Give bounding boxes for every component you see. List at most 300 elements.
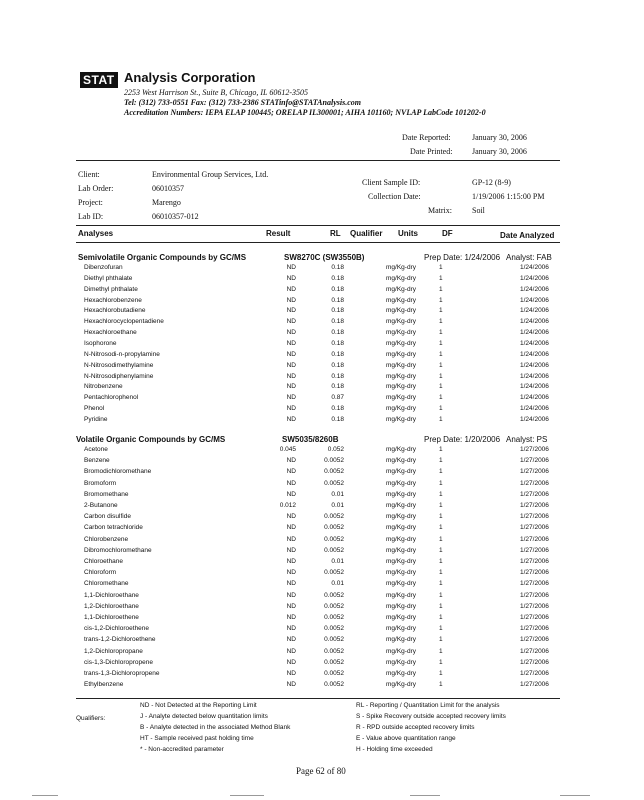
table-row xyxy=(76,405,576,415)
table-row xyxy=(76,318,576,328)
scan-mark xyxy=(32,795,58,796)
df-value: 1 xyxy=(439,479,443,487)
result-value: ND xyxy=(286,372,296,380)
date-analyzed-value: 1/27/2006 xyxy=(520,670,549,677)
df-value: 1 xyxy=(439,383,443,391)
collection-date-value: 1/19/2006 1:15:00 PM xyxy=(472,192,545,201)
matrix-value: Soil xyxy=(472,206,485,215)
table-row xyxy=(76,480,576,490)
page-number: Page 62 of 80 xyxy=(296,766,346,776)
rl-value: 0.18 xyxy=(331,307,344,315)
date-analyzed-value: 1/27/2006 xyxy=(520,614,549,621)
units-value: mg/Kg-dry xyxy=(386,513,416,521)
col-rl: RL xyxy=(330,229,341,238)
analyte-name: Ethylbenzene xyxy=(84,681,124,689)
df-value: 1 xyxy=(439,285,443,293)
analyte-name: Bromodichloromethane xyxy=(84,468,152,476)
table-row xyxy=(76,524,576,534)
result-value: ND xyxy=(286,636,296,644)
rl-value: 0.0052 xyxy=(324,625,344,633)
table-row xyxy=(76,351,576,361)
lab-id-label: Lab ID: xyxy=(78,212,104,221)
result-value: ND xyxy=(286,457,296,465)
df-value: 1 xyxy=(439,658,443,666)
analyte-name: Dimethyl phthalate xyxy=(84,285,138,293)
units-value: mg/Kg-dry xyxy=(386,405,416,413)
units-value: mg/Kg-dry xyxy=(386,296,416,304)
df-value: 1 xyxy=(439,513,443,521)
table-row xyxy=(76,569,576,579)
qualifiers-left-list xyxy=(140,702,290,757)
col-units: Units xyxy=(398,229,418,238)
units-value: mg/Kg-dry xyxy=(386,636,416,644)
col-result: Result xyxy=(266,229,291,238)
rl-value: 0.01 xyxy=(331,502,344,509)
table-row xyxy=(76,491,576,501)
table-row xyxy=(76,558,576,568)
df-value: 1 xyxy=(439,636,443,644)
df-value: 1 xyxy=(439,307,443,315)
result-value: ND xyxy=(286,350,296,358)
date-analyzed-value: 1/27/2006 xyxy=(520,580,549,588)
lab-order-value: 06010357 xyxy=(152,184,184,193)
result-value: ND xyxy=(286,558,296,565)
scan-mark xyxy=(410,795,440,796)
table-row xyxy=(76,681,576,691)
rl-value: 0.0052 xyxy=(324,658,344,666)
units-value: mg/Kg-dry xyxy=(386,546,416,554)
section-volatile-analyst: Analyst: PS xyxy=(506,435,548,444)
date-analyzed-value: 1/24/2006 xyxy=(520,296,549,304)
table-row xyxy=(76,592,576,602)
rl-value: 0.18 xyxy=(331,405,344,413)
date-analyzed-value: 1/24/2006 xyxy=(520,274,549,282)
table-row xyxy=(76,394,576,404)
df-value: 1 xyxy=(439,614,443,621)
qualifier-right-item: H - Holding time exceeded xyxy=(356,746,433,753)
df-value: 1 xyxy=(439,468,443,476)
df-value: 1 xyxy=(439,405,443,413)
divider-qualifiers xyxy=(76,698,560,699)
rl-value: 0.18 xyxy=(331,383,344,391)
rl-value: 0.87 xyxy=(331,394,344,402)
result-value: ND xyxy=(286,625,296,633)
date-analyzed-value: 1/27/2006 xyxy=(520,625,549,633)
date-analyzed-value: 1/24/2006 xyxy=(520,318,549,326)
result-value: ND xyxy=(286,274,296,282)
client-value: Environmental Group Services, Ltd. xyxy=(152,170,269,179)
df-value: 1 xyxy=(439,546,443,554)
rl-value: 0.18 xyxy=(331,350,344,358)
table-row xyxy=(76,373,576,383)
rl-value: 0.0052 xyxy=(324,479,344,487)
divider-columns xyxy=(76,242,560,243)
table-row xyxy=(76,636,576,646)
table-row xyxy=(76,614,576,624)
analyte-name: Bromoform xyxy=(84,479,117,487)
df-value: 1 xyxy=(439,524,443,532)
df-value: 1 xyxy=(439,274,443,282)
rl-value: 0.0052 xyxy=(324,681,344,689)
df-value: 1 xyxy=(439,264,443,271)
units-value: mg/Kg-dry xyxy=(386,625,416,633)
analyte-name: Phenol xyxy=(84,405,105,413)
date-analyzed-value: 1/27/2006 xyxy=(520,468,549,476)
date-analyzed-value: 1/24/2006 xyxy=(520,264,549,271)
rl-value: 0.18 xyxy=(331,372,344,380)
analyte-name: Hexachloroethane xyxy=(84,329,137,337)
rl-value: 0.0052 xyxy=(324,457,344,465)
date-printed-value: January 30, 2006 xyxy=(472,147,527,156)
rl-value: 0.01 xyxy=(331,558,344,565)
rl-value: 0.18 xyxy=(331,264,344,271)
matrix-label: Matrix: xyxy=(428,206,452,215)
result-value: 0.045 xyxy=(279,446,296,453)
rl-value: 0.18 xyxy=(331,274,344,282)
units-value: mg/Kg-dry xyxy=(386,307,416,315)
df-value: 1 xyxy=(439,350,443,358)
df-value: 1 xyxy=(439,329,443,337)
units-value: mg/Kg-dry xyxy=(386,580,416,588)
rl-value: 0.18 xyxy=(331,285,344,293)
date-analyzed-value: 1/24/2006 xyxy=(520,415,549,423)
result-value: ND xyxy=(286,681,296,689)
table-row xyxy=(76,286,576,296)
rl-value: 0.18 xyxy=(331,296,344,304)
company-logo: STAT xyxy=(80,72,118,88)
col-df: DF xyxy=(442,229,453,238)
df-value: 1 xyxy=(439,339,443,347)
divider-info xyxy=(76,225,560,226)
units-value: mg/Kg-dry xyxy=(386,285,416,293)
analyte-name: N-Nitrosodiphenylamine xyxy=(84,372,154,380)
section-semivolatile-title: Semivolatile Organic Compounds by GC/MS xyxy=(78,253,247,262)
df-value: 1 xyxy=(439,580,443,588)
date-analyzed-value: 1/27/2006 xyxy=(520,681,549,689)
analyte-name: cis-1,3-Dichloropropene xyxy=(84,658,154,666)
rl-value: 0.18 xyxy=(331,329,344,337)
section-semivolatile-method: SW8270C (SW3550B) xyxy=(284,253,365,262)
units-value: mg/Kg-dry xyxy=(386,457,416,465)
units-value: mg/Kg-dry xyxy=(386,361,416,369)
section-volatile-title: Volatile Organic Compounds by GC/MS xyxy=(76,435,226,444)
units-value: mg/Kg-dry xyxy=(386,479,416,487)
df-value: 1 xyxy=(439,569,443,577)
qualifier-left-item: ND - Not Detected at the Reporting Limit xyxy=(140,702,257,709)
section-semivolatile-analyst: Analyst: FAB xyxy=(506,253,552,262)
result-value: ND xyxy=(286,479,296,487)
analyte-name: Hexachlorobutadiene xyxy=(84,307,146,315)
date-analyzed-value: 1/27/2006 xyxy=(520,479,549,487)
df-value: 1 xyxy=(439,361,443,369)
rl-value: 0.0052 xyxy=(324,602,344,610)
analyte-name: N-Nitrosodi-n-propylamine xyxy=(84,350,160,358)
units-value: mg/Kg-dry xyxy=(386,670,416,677)
analyte-name: Chloromethane xyxy=(84,580,129,588)
analyte-name: trans-1,3-Dichloropropene xyxy=(84,670,160,677)
table-row xyxy=(76,547,576,557)
company-address: 2253 West Harrison St., Suite B, Chicago, IL 60612-3505 xyxy=(124,88,309,97)
units-value: mg/Kg-dry xyxy=(386,614,416,621)
table-row xyxy=(76,580,576,590)
analyte-name: 2-Butanone xyxy=(84,502,118,509)
table-row xyxy=(76,457,576,467)
result-value: ND xyxy=(286,415,296,423)
qualifier-right-item: E - Value above quantitation range xyxy=(356,735,456,742)
company-contact: Tel: (312) 733-0551 Fax: (312) 733-2386 STATinfo@STATAnalysis.com xyxy=(124,98,361,107)
result-value: ND xyxy=(286,468,296,476)
rl-value: 0.0052 xyxy=(324,591,344,599)
analyte-name: Carbon tetrachloride xyxy=(84,524,143,532)
df-value: 1 xyxy=(439,394,443,402)
rl-value: 0.0052 xyxy=(324,513,344,521)
col-analyses: Analyses xyxy=(78,229,114,238)
analyte-name: Hexachlorocyclopentadiene xyxy=(84,318,164,326)
units-value: mg/Kg-dry xyxy=(386,535,416,543)
result-value: ND xyxy=(286,591,296,599)
table-row xyxy=(76,536,576,546)
rl-value: 0.01 xyxy=(331,580,344,588)
qualifier-right-item: RL - Reporting / Quantitation Limit for the analysis xyxy=(356,702,500,709)
df-value: 1 xyxy=(439,490,443,498)
units-value: mg/Kg-dry xyxy=(386,558,416,565)
units-value: mg/Kg-dry xyxy=(386,681,416,689)
date-analyzed-value: 1/27/2006 xyxy=(520,647,549,655)
analyte-name: Acetone xyxy=(84,446,108,453)
accreditation-numbers: Accreditation Numbers: IEPA ELAP 100445; ORELAP IL300001; AIHA 101160; NVLAP LabCode 101202-0 xyxy=(124,108,486,117)
result-value: ND xyxy=(286,264,296,271)
units-value: mg/Kg-dry xyxy=(386,658,416,666)
date-analyzed-value: 1/24/2006 xyxy=(520,361,549,369)
table-row xyxy=(76,625,576,635)
units-value: mg/Kg-dry xyxy=(386,318,416,326)
result-value: ND xyxy=(286,307,296,315)
result-value: ND xyxy=(286,614,296,621)
scan-mark xyxy=(230,795,264,796)
units-value: mg/Kg-dry xyxy=(386,415,416,423)
qualifier-left-item: J - Analyte detected below quantitation limits xyxy=(140,713,268,720)
table-row xyxy=(76,307,576,317)
date-analyzed-value: 1/24/2006 xyxy=(520,285,549,293)
analyte-name: cis-1,2-Dichloroethene xyxy=(84,625,150,633)
result-value: ND xyxy=(286,329,296,337)
analyte-name: Benzene xyxy=(84,457,110,465)
company-name: Analysis Corporation xyxy=(124,70,256,85)
result-value: ND xyxy=(286,296,296,304)
df-value: 1 xyxy=(439,535,443,543)
date-analyzed-value: 1/27/2006 xyxy=(520,535,549,543)
date-printed-label: Date Printed: xyxy=(410,147,453,156)
table-row xyxy=(76,659,576,669)
rl-value: 0.18 xyxy=(331,361,344,369)
project-value: Marengo xyxy=(152,198,181,207)
lab-id-value: 06010357-012 xyxy=(152,212,199,221)
date-analyzed-value: 1/27/2006 xyxy=(520,490,549,498)
analyte-name: Nitrobenzene xyxy=(84,383,123,391)
analyte-name: 1,2-Dichloropropane xyxy=(84,647,143,655)
rl-value: 0.18 xyxy=(331,339,344,347)
date-analyzed-value: 1/24/2006 xyxy=(520,405,549,413)
result-value: ND xyxy=(286,546,296,554)
analyte-name: 1,1-Dichloroethane xyxy=(84,591,139,599)
df-value: 1 xyxy=(439,446,443,453)
qualifiers-label: Qualifiers: xyxy=(76,715,106,722)
divider-top xyxy=(76,160,560,161)
date-analyzed-value: 1/27/2006 xyxy=(520,513,549,521)
analyte-name: Isophorone xyxy=(84,339,117,347)
result-value: ND xyxy=(286,580,296,588)
section-semivolatile-prep: Prep Date: 1/24/2006 xyxy=(424,253,501,262)
df-value: 1 xyxy=(439,296,443,304)
col-qualifier: Qualifier xyxy=(350,229,383,238)
units-value: mg/Kg-dry xyxy=(386,339,416,347)
units-value: mg/Kg-dry xyxy=(386,274,416,282)
analyte-name: N-Nitrosodimethylamine xyxy=(84,361,154,369)
df-value: 1 xyxy=(439,647,443,655)
result-value: ND xyxy=(286,405,296,413)
result-value: ND xyxy=(286,535,296,543)
qualifier-left-item: HT - Sample received past holding time xyxy=(140,735,254,742)
result-value: ND xyxy=(286,339,296,347)
result-value: ND xyxy=(286,285,296,293)
rl-value: 0.0052 xyxy=(324,636,344,644)
date-analyzed-value: 1/27/2006 xyxy=(520,569,549,577)
result-value: ND xyxy=(286,490,296,498)
date-reported-value: January 30, 2006 xyxy=(472,133,527,142)
date-analyzed-value: 1/24/2006 xyxy=(520,394,549,402)
df-value: 1 xyxy=(439,457,443,465)
client-label: Client: xyxy=(78,170,100,179)
result-value: ND xyxy=(286,394,296,402)
scan-mark xyxy=(560,795,590,796)
rl-value: 0.0052 xyxy=(324,535,344,543)
analyte-name: Chlorobenzene xyxy=(84,535,129,543)
table-row xyxy=(76,264,576,274)
rl-value: 0.0052 xyxy=(324,546,344,554)
df-value: 1 xyxy=(439,372,443,380)
date-analyzed-value: 1/24/2006 xyxy=(520,307,549,315)
table-row xyxy=(76,297,576,307)
section-volatile-method: SW5035/8260B xyxy=(282,435,339,444)
date-analyzed-value: 1/24/2006 xyxy=(520,329,549,337)
table-row xyxy=(76,513,576,523)
rl-value: 0.052 xyxy=(327,446,344,453)
result-value: ND xyxy=(286,318,296,326)
df-value: 1 xyxy=(439,625,443,633)
result-value: 0.012 xyxy=(279,502,296,509)
df-value: 1 xyxy=(439,681,443,689)
analyte-name: Bromomethane xyxy=(84,490,129,498)
df-value: 1 xyxy=(439,602,443,610)
date-analyzed-value: 1/27/2006 xyxy=(520,636,549,644)
date-analyzed-value: 1/27/2006 xyxy=(520,558,549,565)
table-row xyxy=(76,603,576,613)
rl-value: 0.18 xyxy=(331,415,344,423)
date-analyzed-value: 1/24/2006 xyxy=(520,383,549,391)
result-value: ND xyxy=(286,569,296,577)
table-row xyxy=(76,416,576,426)
table-row xyxy=(76,670,576,680)
df-value: 1 xyxy=(439,318,443,326)
date-analyzed-value: 1/27/2006 xyxy=(520,502,549,509)
rl-value: 0.18 xyxy=(331,318,344,326)
table-row xyxy=(76,648,576,658)
table-row xyxy=(76,502,576,512)
qualifier-left-item: * - Non-accredited parameter xyxy=(140,746,224,753)
result-value: ND xyxy=(286,383,296,391)
df-value: 1 xyxy=(439,415,443,423)
collection-date-label: Collection Date: xyxy=(368,192,421,201)
col-date-analyzed: Date Analyzed xyxy=(500,231,555,240)
result-value: ND xyxy=(286,361,296,369)
analyte-name: Chloroform xyxy=(84,569,117,577)
analyte-name: trans-1,2-Dichloroethene xyxy=(84,636,156,644)
result-value: ND xyxy=(286,513,296,521)
date-reported-label: Date Reported: xyxy=(402,133,451,142)
units-value: mg/Kg-dry xyxy=(386,591,416,599)
table-row xyxy=(76,329,576,339)
result-value: ND xyxy=(286,602,296,610)
date-analyzed-value: 1/27/2006 xyxy=(520,602,549,610)
date-analyzed-value: 1/24/2006 xyxy=(520,372,549,380)
date-analyzed-value: 1/27/2006 xyxy=(520,524,549,532)
analyte-name: 1,2-Dichloroethane xyxy=(84,602,139,610)
units-value: mg/Kg-dry xyxy=(386,647,416,655)
units-value: mg/Kg-dry xyxy=(386,446,416,453)
lab-order-label: Lab Order: xyxy=(78,184,114,193)
units-value: mg/Kg-dry xyxy=(386,490,416,498)
result-value: ND xyxy=(286,647,296,655)
units-value: mg/Kg-dry xyxy=(386,394,416,402)
date-analyzed-value: 1/27/2006 xyxy=(520,591,549,599)
analyte-name: Carbon disulfide xyxy=(84,513,131,521)
units-value: mg/Kg-dry xyxy=(386,602,416,610)
analyte-name: Dibenzofuran xyxy=(84,264,123,271)
section-volatile-prep: Prep Date: 1/20/2006 xyxy=(424,435,501,444)
df-value: 1 xyxy=(439,670,443,677)
analyte-name: 1,1-Dichloroethene xyxy=(84,614,139,621)
analyte-name: Hexachlorobenzene xyxy=(84,296,142,304)
qualifier-left-item: B - Analyte detected in the associated Method Blank xyxy=(140,724,291,731)
units-value: mg/Kg-dry xyxy=(386,468,416,476)
analyte-name: Pyridine xyxy=(84,415,108,423)
units-value: mg/Kg-dry xyxy=(386,569,416,577)
units-value: mg/Kg-dry xyxy=(386,372,416,380)
qualifier-right-item: R - RPD outside accepted recovery limits xyxy=(356,724,475,731)
df-value: 1 xyxy=(439,558,443,565)
analyte-name: Dibromochloromethane xyxy=(84,546,152,554)
units-value: mg/Kg-dry xyxy=(386,350,416,358)
units-value: mg/Kg-dry xyxy=(386,329,416,337)
date-analyzed-value: 1/27/2006 xyxy=(520,546,549,554)
table-row xyxy=(76,446,576,456)
units-value: mg/Kg-dry xyxy=(386,502,416,509)
date-analyzed-value: 1/27/2006 xyxy=(520,446,549,453)
rl-value: 0.0052 xyxy=(324,524,344,532)
rl-value: 0.0052 xyxy=(324,569,344,577)
client-sample-id-label: Client Sample ID: xyxy=(362,178,421,187)
rl-value: 0.0052 xyxy=(324,647,344,655)
client-sample-id-value: GP-12 (8-9) xyxy=(472,178,511,187)
units-value: mg/Kg-dry xyxy=(386,264,416,271)
df-value: 1 xyxy=(439,502,443,509)
qualifier-right-item: S - Spike Recovery outside accepted recovery limits xyxy=(356,713,506,720)
units-value: mg/Kg-dry xyxy=(386,524,416,532)
result-value: ND xyxy=(286,670,296,677)
analyte-name: Pentachlorophenol xyxy=(84,394,139,402)
result-value: ND xyxy=(286,524,296,532)
table-row xyxy=(76,468,576,478)
